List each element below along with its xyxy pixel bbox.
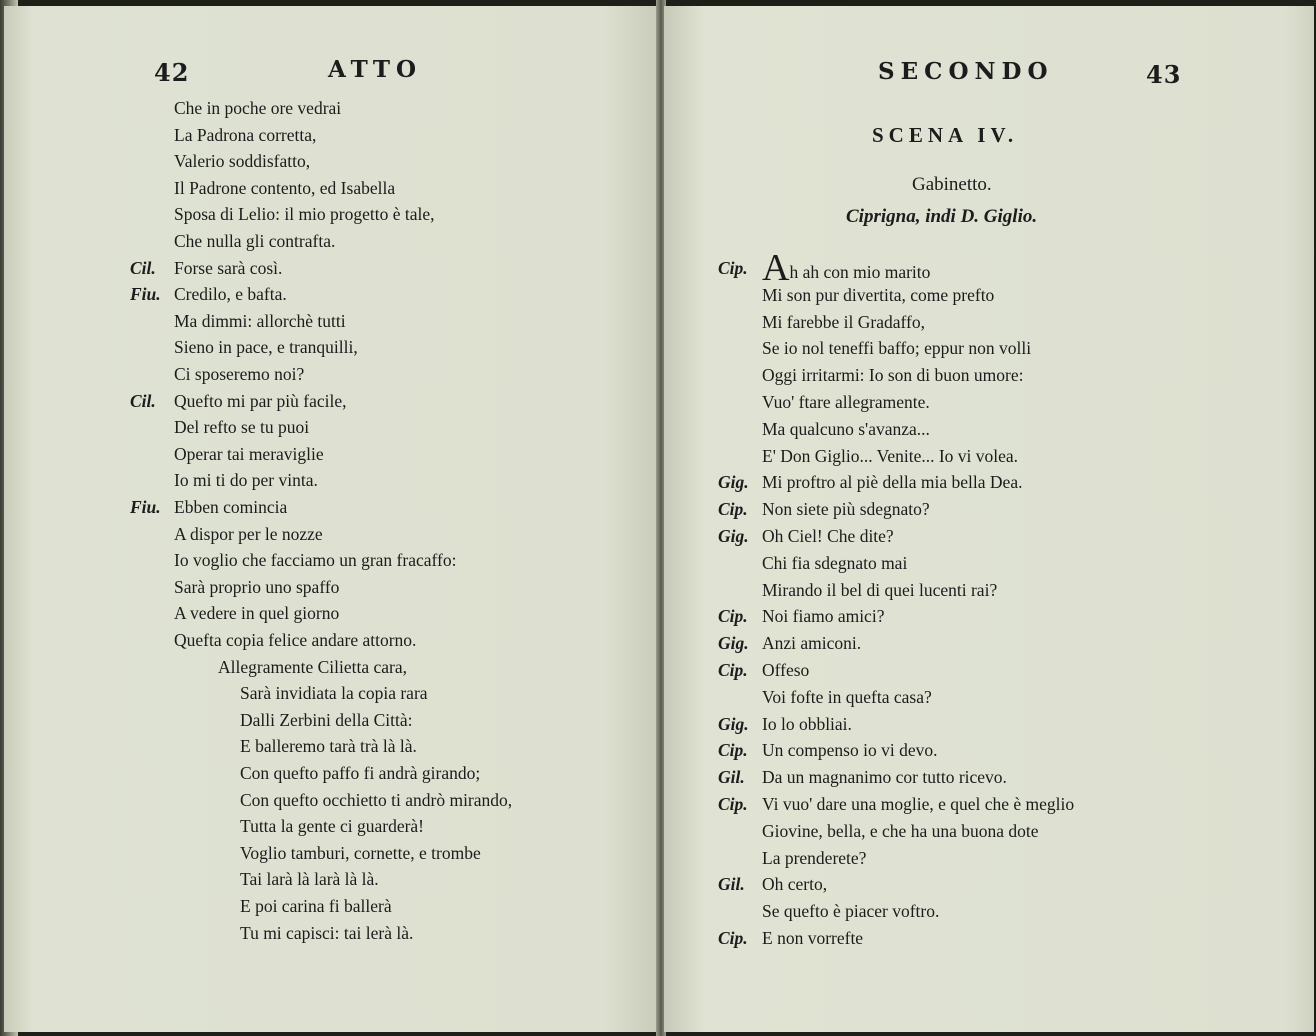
speaker-label: Fiu. xyxy=(130,284,161,305)
text-line: Tutta la gente ci guarderà! xyxy=(240,816,425,837)
speaker-label: Cip. xyxy=(718,606,748,627)
text-line: Ci sposeremo noi? xyxy=(174,364,305,384)
speaker-label: Gig. xyxy=(718,472,749,493)
text-line: E poi carina fi ballerà xyxy=(240,896,392,916)
text-line: Sieno in pace, e tranquilli, xyxy=(174,337,358,358)
speaker-label: Gig. xyxy=(718,713,749,734)
running-head: ATTO xyxy=(328,56,423,83)
text-line: Che in poche ore vedrai xyxy=(174,98,342,118)
text-line: Mi proftro al piè della mia bella Dea. xyxy=(762,472,1023,493)
speaker-label: Cip. xyxy=(718,660,748,680)
text-line: Giovine, bella, e che ha una buona dote xyxy=(762,820,1039,841)
speaker-label: Cip. xyxy=(718,928,748,948)
text-line: Dalli Zerbini della Città: xyxy=(240,709,413,730)
text-line: Sarà proprio uno spaffo xyxy=(174,576,340,597)
text-line: Quefto mi par più facile, xyxy=(174,390,347,411)
text-line: Forse sarà così. xyxy=(174,257,283,278)
running-head: SECONDO xyxy=(878,58,1054,85)
text-line: Tu mi capisci: tai lerà là. xyxy=(240,922,414,943)
text-line: Da un magnanimo cor tutto ricevo. xyxy=(762,767,1007,788)
text-line: Il Padrone contento, ed Isabella xyxy=(174,177,396,198)
text-line: Mirando il bel di quei lucenti rai? xyxy=(762,579,998,600)
right-page xyxy=(664,6,1314,1032)
speaker-label: Cip. xyxy=(718,499,748,520)
text-line: Oh certo, xyxy=(762,874,828,895)
text-line: Tai larà là larà là là. xyxy=(240,869,379,890)
text-line: E non vorrefte xyxy=(762,928,864,948)
page-number: 43 xyxy=(1146,60,1182,89)
text-line: E' Don Giglio... Venite... Io vi volea. xyxy=(762,445,1019,466)
text-line: Vuo' ftare allegramente. xyxy=(762,392,930,412)
text-line: Chi fia sdegnato mai xyxy=(762,552,908,573)
text-line: Noi fiamo amici? xyxy=(762,606,885,627)
text-line: Allegramente Cilietta cara, xyxy=(218,656,408,677)
text-line: Ma dimmi: allorchè tutti xyxy=(174,310,346,331)
text-line: Con quefto occhietto ti andrò mirando, xyxy=(240,789,513,810)
drop-cap: A xyxy=(762,247,790,289)
text-line: Non siete più sdegnato? xyxy=(762,499,930,520)
text-line: Con quefto paffo fi andrà girando; xyxy=(240,763,481,783)
speaker-label: Gil. xyxy=(718,874,745,895)
text-line: E balleremo tarà trà là là. xyxy=(240,736,417,757)
speaker-label: Gig. xyxy=(718,526,749,546)
speaker-label: Cip. xyxy=(718,794,748,814)
text-line: Se io nol teneffi baffo; eppur non volli xyxy=(762,338,1032,359)
text-line: Un compenso io vi devo. xyxy=(762,740,938,761)
scene-setting: Gabinetto. xyxy=(912,174,992,195)
text-line: Io voglio che facciamo un gran fracaffo: xyxy=(174,550,457,571)
text-line: Io mi ti do per vinta. xyxy=(174,470,318,491)
speaker-label: Fiu. xyxy=(130,497,161,517)
text-line: Oh Ciel! Che dite? xyxy=(762,526,894,546)
left-page xyxy=(4,6,660,1032)
text-line: Credilo, e bafta. xyxy=(174,284,287,305)
speaker-label: Gig. xyxy=(718,633,749,654)
text-line: Valerio soddisfatto, xyxy=(174,151,311,172)
text-line: Anzi amiconi. xyxy=(762,633,862,654)
text-line: Vi vuo' dare una moglie, e quel che è meglio xyxy=(762,794,1075,814)
text-line: Voglio tamburi, cornette, e trombe xyxy=(240,842,481,863)
text-line: A dispor per le nozze xyxy=(174,523,323,544)
text-line: A vedere in quel giorno xyxy=(174,603,340,624)
text-line: Ma qualcuno s'avanza... xyxy=(762,418,930,439)
text-line: Mi son pur divertita, come prefto xyxy=(762,284,995,305)
text-line: Sarà invidiata la copia rara xyxy=(240,683,428,704)
text-line: Del refto se tu puoi xyxy=(174,417,310,438)
text-line: Che nulla gli contrafta. xyxy=(174,231,336,251)
text-line: Mi farebbe il Gradaffo, xyxy=(762,311,925,332)
text-line: Io lo obbliai. xyxy=(762,713,852,734)
text-line: Ah ah con mio marito xyxy=(762,247,931,289)
scene-characters: Ciprigna, indi D. Giglio. xyxy=(846,206,1038,227)
speaker-label: Cil. xyxy=(130,257,156,278)
text-line: Quefta copia felice andare attorno. xyxy=(174,630,417,650)
speaker-label: Cip. xyxy=(718,258,748,278)
text-line: Operar tai meraviglie xyxy=(174,443,324,464)
text-line: La Padrona corretta, xyxy=(174,124,317,145)
scene-title: SCENA IV. xyxy=(872,123,1019,147)
text-line: Ebben comincia xyxy=(174,497,288,517)
text-line: Oggi irritarmi: Io son di buon umore: xyxy=(762,365,1024,386)
text-line: La prenderete? xyxy=(762,847,867,868)
page-number: 42 xyxy=(154,58,190,87)
text-line: Sposa di Lelio: il mio progetto è tale, xyxy=(174,204,435,225)
text-line: Voi fofte in quefta casa? xyxy=(762,686,932,707)
text-line: Se quefto è piacer voftro. xyxy=(762,901,940,922)
speaker-label: Cil. xyxy=(130,390,156,411)
speaker-label: Gil. xyxy=(718,767,745,788)
text-line: Offeso xyxy=(762,660,810,680)
speaker-label: Cip. xyxy=(718,740,748,761)
